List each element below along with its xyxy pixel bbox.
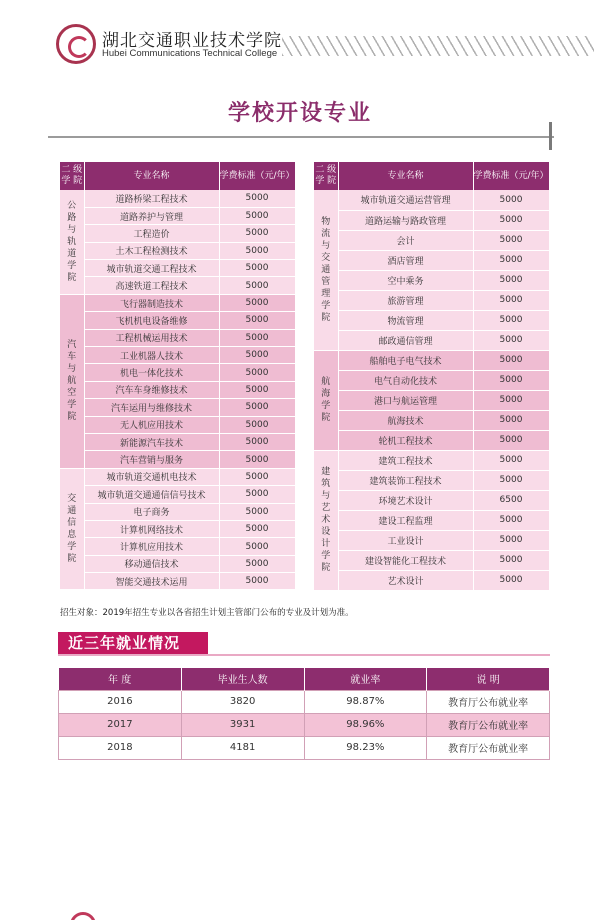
major-name: 移动通信技术 [84,555,219,572]
employment-section-title: 近三年就业情况 [58,632,208,654]
major-row [314,430,549,450]
major-row [314,210,549,230]
tuition-fee: 5000 [473,290,549,310]
tuition-fee: 5000 [473,530,549,550]
major-name: 城市轨道交通运营管理 [338,190,473,210]
major-row [60,433,295,450]
major-name: 智能交通技术运用 [84,573,219,590]
major-name: 城市轨道交通通信信号技术 [84,486,219,503]
tuition-fee: 5000 [219,399,295,416]
tuition-fee: 5000 [473,310,549,330]
tuition-fee: 5000 [219,573,295,590]
major-name: 电子商务 [84,503,219,520]
employment-graduates: 3820 [181,690,304,713]
major-name: 高速铁道工程技术 [84,277,219,294]
major-row [60,416,295,433]
department-name: 物流与交通管理学院 [314,190,338,350]
major-row [60,190,295,207]
tuition-fee: 5000 [473,350,549,370]
footer-logo-icon [70,912,96,920]
tuition-fee: 5000 [219,433,295,450]
major-row [60,260,295,277]
major-row [314,510,549,530]
tuition-fee: 5000 [473,430,549,450]
major-name: 港口与航运管理 [338,390,473,410]
major-name: 工业机器人技术 [84,347,219,364]
tuition-fee: 5000 [219,381,295,398]
major-name: 旅游管理 [338,290,473,310]
tuition-fee: 5000 [219,538,295,555]
header-major: 专业名称 [84,162,219,190]
employment-rate: 98.23% [304,736,427,759]
major-name: 城市轨道交通机电技术 [84,468,219,485]
major-row [60,225,295,242]
major-row [314,550,549,570]
tuition-fee: 5000 [219,294,295,311]
major-row [60,364,295,381]
department-name: 航海学院 [314,350,338,450]
major-row [314,330,549,350]
title-divider [48,136,554,138]
major-name: 土木工程检测技术 [84,242,219,259]
major-name: 道路养护与管理 [84,207,219,224]
major-name: 新能源汽车技术 [84,433,219,450]
tuition-fee: 5000 [219,468,295,485]
major-row [60,277,295,294]
major-name: 汽车车身维修技术 [84,381,219,398]
tuition-fee: 5000 [219,190,295,207]
majors-table-left [60,162,296,590]
tuition-fee: 5000 [219,207,295,224]
major-row [314,450,549,470]
major-row [314,490,549,510]
tuition-fee: 5000 [219,277,295,294]
major-name: 工程机械运用技术 [84,329,219,346]
employment-note: 教育厅公布就业率 [427,690,550,713]
major-row [314,350,549,370]
major-row [60,486,295,503]
major-row [314,310,549,330]
tuition-fee: 5000 [473,570,549,590]
page-title: 学校开设专业 [227,101,372,126]
major-name: 汽车营销与服务 [84,451,219,468]
department-name: 公路与轨道学院 [60,190,84,294]
major-name: 建筑装饰工程技术 [338,470,473,490]
tuition-fee: 5000 [219,520,295,537]
major-name: 机电一体化技术 [84,364,219,381]
major-name: 船舶电子电气技术 [338,350,473,370]
major-row [314,250,549,270]
major-name: 飞行器制造技术 [84,294,219,311]
tuition-fee: 5000 [473,550,549,570]
employment-rate: 98.87% [304,690,427,713]
tuition-fee: 6500 [473,490,549,510]
major-name: 道路桥梁工程技术 [84,190,219,207]
tuition-fee: 5000 [219,347,295,364]
employment-rate: 98.96% [304,713,427,736]
major-name: 计算机网络技术 [84,520,219,537]
major-name: 会计 [338,230,473,250]
major-row [314,190,549,210]
department-name: 汽车与航空学院 [60,294,84,468]
page-header [0,0,600,80]
tuition-fee: 5000 [219,451,295,468]
major-row [314,570,549,590]
title-divider-mark [549,122,552,150]
header-dept: 二 级 学 院 [60,162,84,190]
title-section [0,92,600,152]
major-name: 空中乘务 [338,270,473,290]
header-fee: 学费标准（元/年） [473,162,549,190]
major-row [60,329,295,346]
tuition-fee: 5000 [473,470,549,490]
employment-graduates: 4181 [181,736,304,759]
major-row [60,312,295,329]
employment-row [59,736,550,759]
employment-title-rule [58,654,550,656]
major-row [314,230,549,250]
tuition-fee: 5000 [219,225,295,242]
major-row [314,290,549,310]
header-fee: 学费标准（元/年） [219,162,295,190]
major-name: 飞机机电设备维修 [84,312,219,329]
major-name: 道路运输与路政管理 [338,210,473,230]
enrollment-note: 招生对象：2019年招生专业以各省招生计划主管部门公布的专业及计划为准。 [60,608,354,618]
major-row [314,390,549,410]
majors-table-header-row [60,162,295,190]
major-row [314,410,549,430]
major-name: 汽车运用与维修技术 [84,399,219,416]
major-name: 无人机应用技术 [84,416,219,433]
tuition-fee: 5000 [473,230,549,250]
college-logo-icon [56,24,96,64]
tuition-fee: 5000 [473,390,549,410]
employment-year: 2017 [59,713,182,736]
decorative-hatch [282,36,594,56]
tuition-fee: 5000 [219,329,295,346]
tuition-fee: 5000 [473,370,549,390]
major-name: 环境艺术设计 [338,490,473,510]
major-name: 建设智能化工程技术 [338,550,473,570]
major-row [314,270,549,290]
major-name: 轮机工程技术 [338,430,473,450]
majors-table-header-row [314,162,549,190]
tuition-fee: 5000 [219,260,295,277]
majors-table-right [314,162,550,591]
major-name: 酒店管理 [338,250,473,270]
major-row [60,207,295,224]
department-name: 建筑与艺术设计学院 [314,450,338,590]
major-name: 建筑工程技术 [338,450,473,470]
major-name: 物流管理 [338,310,473,330]
employment-note: 教育厅公布就业率 [427,736,550,759]
tuition-fee: 5000 [473,410,549,430]
major-row [60,573,295,590]
major-row [314,370,549,390]
employment-row [59,713,550,736]
employment-year: 2018 [59,736,182,759]
major-row [60,294,295,311]
college-name-cn: 湖北交通职业技术学院 [102,31,282,51]
major-name: 邮政通信管理 [338,330,473,350]
employment-header-graduates: 毕业生人数 [181,668,304,690]
employment-year: 2016 [59,690,182,713]
tuition-fee: 5000 [219,486,295,503]
tuition-fee: 5000 [219,242,295,259]
major-row [60,399,295,416]
major-row [60,381,295,398]
major-name: 工业设计 [338,530,473,550]
major-row [60,520,295,537]
employment-graduates: 3931 [181,713,304,736]
major-name: 航海技术 [338,410,473,430]
tuition-fee: 5000 [473,250,549,270]
major-row [60,555,295,572]
tuition-fee: 5000 [473,270,549,290]
tuition-fee: 5000 [219,555,295,572]
employment-header-note: 说 明 [427,668,550,690]
major-row [314,470,549,490]
major-row [60,538,295,555]
header-dept: 二 级 学 院 [314,162,338,190]
tuition-fee: 5000 [219,312,295,329]
major-name: 电气自动化技术 [338,370,473,390]
major-name: 工程造价 [84,225,219,242]
major-row [60,503,295,520]
employment-row [59,690,550,713]
major-row [60,242,295,259]
header-major: 专业名称 [338,162,473,190]
tuition-fee: 5000 [219,503,295,520]
tuition-fee: 5000 [473,510,549,530]
tuition-fee: 5000 [473,210,549,230]
major-name: 城市轨道交通工程技术 [84,260,219,277]
major-row [60,347,295,364]
major-name: 建设工程监理 [338,510,473,530]
tuition-fee: 5000 [473,190,549,210]
employment-note: 教育厅公布就业率 [427,713,550,736]
major-row [60,468,295,485]
employment-header-rate: 就业率 [304,668,427,690]
major-name: 计算机应用技术 [84,538,219,555]
employment-header-row [59,668,550,690]
employment-header-year: 年 度 [59,668,182,690]
tuition-fee: 5000 [473,450,549,470]
major-name: 艺术设计 [338,570,473,590]
employment-table [58,668,550,760]
tuition-fee: 5000 [473,330,549,350]
department-name: 交通信息学院 [60,468,84,590]
college-name-en: Hubei Communications Technical College [102,48,278,59]
major-row [60,451,295,468]
tuition-fee: 5000 [219,416,295,433]
tuition-fee: 5000 [219,364,295,381]
major-row [314,530,549,550]
